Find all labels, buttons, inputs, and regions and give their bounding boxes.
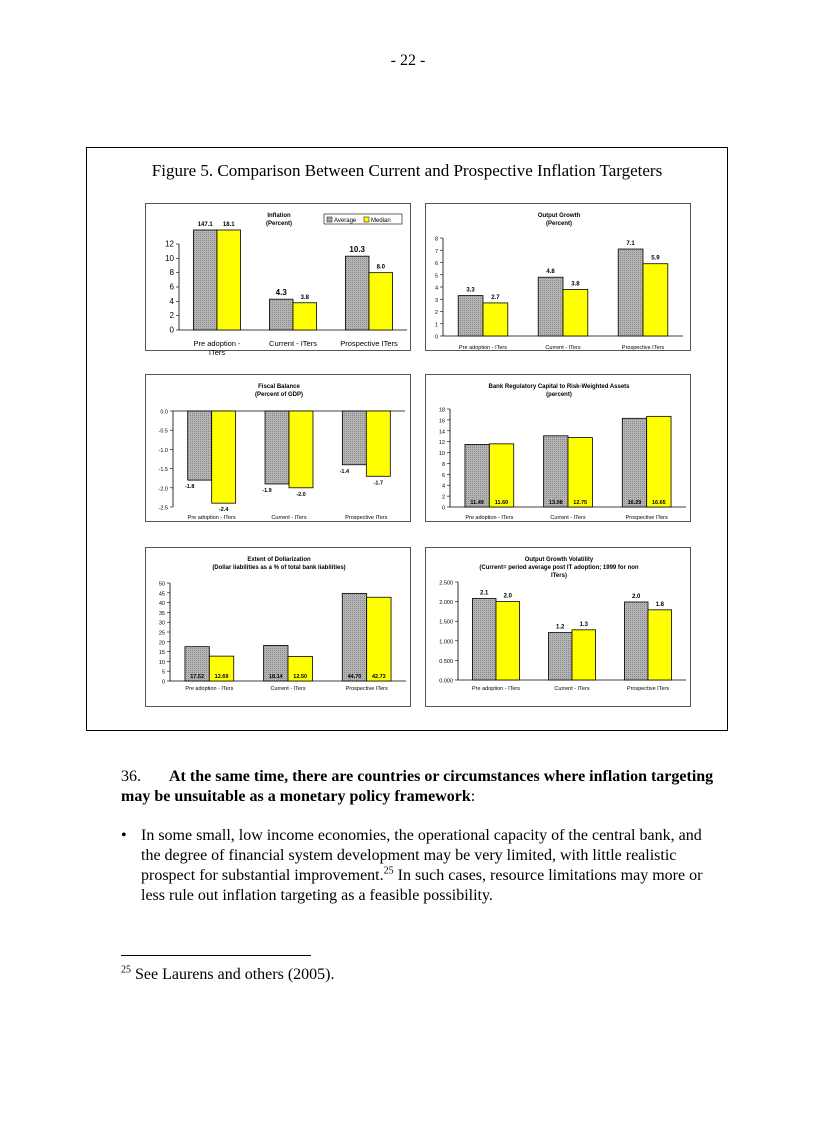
bullet-icon: • — [121, 827, 127, 844]
y-tick-label: 18 — [438, 407, 445, 414]
y-tick-label: 40 — [158, 601, 165, 608]
y-tick-label: 16 — [438, 418, 445, 425]
chart-subtitle: (Percent of GDP) — [254, 392, 304, 398]
fiscal-balance-chart — [145, 374, 411, 522]
y-tick-label: 1 — [434, 322, 438, 329]
bar-average — [472, 598, 496, 680]
y-tick-label: 5 — [434, 273, 438, 280]
category-label: Prospective ITers — [626, 686, 670, 692]
legend-median-label: Median — [371, 218, 391, 224]
data-label: 2.0 — [503, 593, 512, 600]
bullet-text — [141, 826, 721, 906]
y-tick-label: 2.000 — [439, 600, 453, 607]
category-label: Pre adoption - ITers — [459, 345, 507, 351]
bar-average — [458, 296, 483, 336]
bar-average — [548, 633, 572, 680]
y-tick-label: 4 — [434, 285, 438, 292]
data-label: 18.14 — [268, 674, 283, 680]
category-label: Pre adoption - ITers — [185, 686, 234, 692]
category-label: Current - ITers — [545, 345, 581, 351]
y-tick-label: 14 — [438, 429, 445, 436]
bar-average — [465, 444, 489, 507]
category-label: Prospective ITers — [621, 345, 665, 351]
data-label: -1.7 — [373, 480, 384, 487]
y-tick-label: 6 — [169, 282, 174, 292]
category-label: Prospective ITers — [345, 686, 388, 692]
data-label: -2.4 — [218, 507, 229, 514]
category-label: Prospective ITers — [340, 339, 398, 348]
data-label: 3.8 — [571, 281, 580, 288]
bar-median — [367, 597, 391, 681]
category-label: Pre adoption - ITers — [472, 686, 520, 692]
y-tick-label: 2 — [169, 311, 174, 321]
bar-average — [342, 593, 366, 681]
y-tick-label: 0 — [161, 679, 165, 686]
data-label: 12.50 — [293, 674, 308, 680]
chart-subtitle: (Dollar liabilities as a % of total bank liabilities) — [212, 565, 346, 571]
y-tick-label: 30 — [158, 620, 165, 627]
chart-svg — [146, 204, 412, 357]
bullet-text-before: In some small, low income economies, the operational capacity of the central bank, and the degree of financial system development may be very limited, with little realistic prospect for substantial improvement. — [141, 827, 702, 884]
y-tick-label: -1.0 — [158, 447, 168, 454]
y-tick-label: 25 — [158, 630, 165, 637]
y-tick-label: 2 — [441, 494, 445, 501]
data-label: 7.1 — [626, 241, 635, 248]
chart-svg — [426, 375, 692, 523]
data-label: 12.75 — [573, 500, 588, 506]
y-tick-label: 5 — [161, 669, 165, 676]
data-label: 10.3 — [349, 245, 366, 255]
category-label: Prospective ITers — [345, 515, 388, 521]
chart-subtitle: (Current= period average post IT adoption; 1999 for non — [479, 565, 639, 571]
bar-average — [193, 230, 217, 330]
y-tick-label: 12 — [438, 440, 445, 447]
chart-title: Output Growth — [537, 213, 581, 219]
data-label: 16.65 — [651, 500, 666, 506]
chart-svg — [146, 375, 412, 523]
y-tick-label: 6 — [441, 472, 445, 479]
bar-median — [643, 264, 668, 336]
data-label: 3.3 — [466, 287, 475, 294]
chart-svg — [426, 548, 692, 708]
data-label: 1.3 — [579, 621, 588, 628]
category-label: Current - ITers — [550, 515, 586, 521]
category-label: Current - ITers — [269, 339, 317, 348]
paragraph-number: 36. — [121, 768, 141, 785]
y-tick-label: 4 — [441, 483, 445, 490]
chart-subtitle: (percent) — [546, 392, 572, 398]
footnote-number: 25 — [121, 964, 131, 976]
data-label: 16.29 — [627, 500, 642, 506]
category-label: Pre adoption - ITers — [187, 515, 236, 521]
bar-average — [624, 602, 648, 680]
volatility-chart — [425, 547, 691, 707]
y-tick-label: -1.5 — [158, 467, 168, 474]
data-label: 4.3 — [275, 288, 287, 298]
chart-svg — [146, 548, 412, 708]
data-label: 4.8 — [546, 269, 555, 276]
paragraph-bold-text: At the same time, there are countries or circumstances where inflation targeting may be unsuitable as a monetary policy framework — [121, 768, 714, 805]
chart-title: Fiscal Balance — [258, 384, 300, 390]
legend-average-label: Average — [334, 218, 357, 224]
y-tick-label: 2 — [434, 310, 438, 316]
y-tick-label: 8 — [434, 236, 438, 243]
bar-median — [366, 411, 390, 476]
data-label: 147.1 — [197, 222, 213, 228]
data-label: 12.69 — [214, 674, 229, 680]
y-tick-label: 0.000 — [439, 678, 453, 685]
bar-median — [648, 610, 672, 680]
data-label: 18.1 — [222, 222, 235, 228]
chart-title: Bank Regulatory Capital to Risk-Weighted Assets — [488, 384, 630, 390]
chart-title: Extent of Dollarization — [247, 557, 311, 563]
data-label: 1.8 — [655, 601, 664, 608]
y-tick-label: 0.0 — [160, 409, 168, 416]
data-label: 11.49 — [470, 500, 484, 506]
bar-median — [369, 273, 393, 330]
figure-title: Figure 5. Comparison Between Current and Prospective Inflation Targeters — [151, 161, 663, 180]
data-label: 8.0 — [376, 264, 385, 271]
y-tick-label: 8 — [441, 461, 445, 468]
bar-median — [293, 303, 317, 330]
y-tick-label: 0.500 — [439, 658, 453, 665]
bar-median — [572, 630, 596, 680]
category-label: Current - ITers — [271, 515, 307, 521]
paragraph-36 — [121, 767, 721, 807]
bar-average — [544, 436, 568, 507]
footnote-text: See Laurens and others (2005). — [131, 966, 335, 983]
chart-title: Inflation — [267, 213, 291, 219]
y-tick-label: 10 — [438, 451, 445, 458]
data-label: 44.70 — [347, 674, 362, 680]
y-tick-label: 0 — [434, 334, 438, 341]
y-tick-label: 35 — [158, 610, 165, 617]
y-tick-label: 45 — [158, 591, 165, 598]
y-tick-label: 0 — [441, 505, 445, 512]
data-label: 2.7 — [491, 294, 500, 301]
data-label: -1.9 — [262, 487, 272, 494]
bar-median — [483, 303, 508, 336]
chart-svg — [426, 204, 692, 352]
data-label: -1.4 — [339, 468, 350, 475]
y-tick-label: 8 — [169, 268, 174, 278]
bar-median — [647, 416, 671, 507]
y-tick-label: 6 — [434, 261, 438, 267]
category-label: Current - ITers — [270, 686, 306, 692]
legend-average-swatch — [327, 217, 332, 222]
y-tick-label: 10 — [158, 659, 165, 666]
data-label: 2.0 — [632, 593, 641, 600]
data-label: 5.9 — [651, 255, 660, 262]
bar-median — [496, 602, 520, 680]
page-number: - 22 - — [390, 52, 426, 69]
data-label: 13.08 — [548, 500, 563, 506]
footnote-divider — [121, 955, 311, 956]
chart-subtitle: (Percent) — [265, 221, 293, 227]
y-tick-label: 2.500 — [439, 580, 453, 587]
bar-median — [489, 444, 513, 507]
bar-median — [563, 289, 588, 336]
y-tick-label: 7 — [434, 248, 438, 255]
data-label: 42.73 — [371, 674, 386, 680]
data-label: -1.8 — [184, 484, 195, 491]
footnote — [121, 966, 335, 984]
output-growth-chart — [425, 203, 691, 351]
bar-average — [342, 411, 366, 465]
data-label: 3.8 — [300, 294, 309, 301]
chart-subtitle-line2: ITers) — [551, 573, 567, 579]
y-tick-label: 3 — [434, 297, 438, 304]
y-tick-label: 0 — [169, 325, 174, 335]
y-tick-label: -2.0 — [158, 486, 168, 493]
y-tick-label: -2.5 — [158, 505, 168, 512]
y-tick-label: -0.5 — [158, 428, 168, 435]
bar-average — [265, 411, 289, 484]
y-tick-label: 15 — [158, 650, 165, 657]
category-label: ITers — [208, 348, 226, 357]
bar-average — [622, 418, 646, 507]
legend-median-swatch — [364, 217, 369, 222]
data-label: 2.1 — [480, 590, 489, 597]
chart-subtitle: (Percent) — [545, 221, 573, 227]
category-label: Current - ITers — [554, 686, 590, 692]
data-label: 17.52 — [190, 674, 205, 680]
bar-average — [618, 249, 643, 336]
y-tick-label: 1.000 — [439, 639, 453, 646]
bar-average — [269, 299, 293, 330]
y-tick-label: 50 — [158, 581, 165, 588]
bullet-item — [121, 826, 721, 906]
bar-average — [345, 256, 369, 330]
category-label: Pre adoption - ITers — [465, 515, 514, 521]
data-label: 11.60 — [494, 500, 509, 506]
dollarization-chart — [145, 547, 411, 707]
category-label: Prospective ITers — [625, 515, 668, 521]
y-tick-label: 20 — [158, 640, 165, 647]
inflation-chart — [145, 203, 411, 357]
footnote-ref: 25 — [383, 865, 394, 877]
bank-capital-chart — [425, 374, 691, 522]
bar-median — [289, 411, 313, 488]
bar-median — [212, 411, 236, 503]
y-tick-label: 4 — [169, 296, 174, 306]
y-tick-label: 10 — [165, 253, 174, 263]
bullet-text-after: In such cases, resource limitations may more or less rule out inflation targeting as a feasible possibility. — [141, 867, 703, 904]
chart-title: Output Growth Volatility — [524, 557, 594, 563]
data-label: -2.0 — [296, 491, 306, 498]
category-label: Pre adoption - — [193, 339, 241, 348]
y-tick-label: 1.500 — [439, 619, 453, 626]
bar-average — [188, 411, 212, 480]
data-label: 1.2 — [556, 624, 565, 631]
y-tick-label: 12 — [165, 239, 174, 249]
bar-median — [568, 438, 592, 507]
paragraph-colon: : — [470, 788, 476, 805]
bar-average — [538, 277, 563, 336]
bar-median — [217, 230, 241, 330]
